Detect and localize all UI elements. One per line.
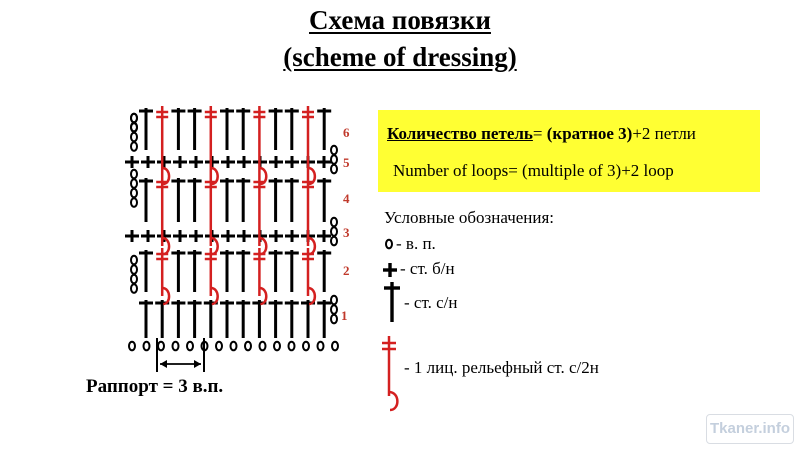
row-number-1: 1: [341, 308, 348, 323]
title-line1: Схема повязки: [309, 5, 491, 35]
loops-count-ru: [387, 124, 696, 144]
row-numbers: [341, 125, 350, 323]
turning-chain: [131, 256, 137, 265]
foundation-chain: [187, 342, 193, 351]
turning-chain: [331, 237, 337, 246]
turning-chain: [331, 305, 337, 314]
foundation-chain: [158, 342, 164, 351]
turning-chain: [131, 133, 137, 142]
legend-label-relief: - 1 лиц. рельефный ст. с/2н: [404, 358, 599, 377]
foundation-chain: [274, 342, 280, 351]
watermark: Tkaner.info: [706, 414, 794, 444]
turning-chain: [331, 218, 337, 227]
foundation-chain: [289, 342, 295, 351]
legend-symbols: [382, 240, 400, 410]
foundation-chain: [303, 342, 309, 351]
turning-chain: [331, 155, 337, 164]
loops-count-en: Number of loops= (multiple of 3)+2 loop: [393, 161, 674, 180]
turning-chain: [131, 142, 137, 151]
turning-chain: [131, 275, 137, 284]
loops-count-eq: =: [532, 124, 547, 143]
foundation-chain: [260, 342, 266, 351]
loops-count-multiple: (кратное 3): [546, 124, 633, 143]
turning-chain: [131, 114, 137, 123]
foundation-chain: [231, 342, 237, 351]
repeat-label: Раппорт = 3 в.п.: [86, 376, 224, 397]
turning-chain: [331, 296, 337, 305]
row-number-5: 5: [343, 155, 350, 170]
row-number-2: 2: [343, 263, 350, 278]
foundation-chain: [332, 342, 338, 351]
foundation-chain: [318, 342, 324, 351]
foundation-chain: [216, 342, 222, 351]
foundation-chain: [129, 342, 135, 351]
repeat-arrow-head: [160, 360, 167, 368]
turning-chain: [331, 315, 337, 324]
title-line2: (scheme of dressing): [283, 42, 517, 72]
legend-label-double: - ст. с/н: [404, 293, 458, 312]
turning-chain: [331, 146, 337, 155]
legend-heading: Условные обозначения:: [384, 208, 555, 227]
repeat-arrow-head: [194, 360, 201, 368]
row-number-3: 3: [343, 225, 350, 240]
foundation-chain: [245, 342, 251, 351]
turning-chain: [131, 179, 137, 188]
turning-chain: [131, 189, 137, 198]
stitch-grid: [125, 108, 338, 350]
legend-label-single: - ст. б/н: [400, 259, 455, 278]
loops-count-label: Количество петель: [387, 124, 533, 143]
row-number-4: 4: [343, 191, 350, 206]
row-number-6: 6: [343, 125, 350, 140]
turning-chain: [331, 165, 337, 174]
chain-loop-icon: [386, 240, 392, 249]
foundation-chain: [173, 342, 179, 351]
turning-chain: [331, 227, 337, 236]
legend-label-chain: - в. п.: [396, 234, 436, 253]
foundation-chain: [144, 342, 150, 351]
loops-count-rest: +2 петли: [632, 124, 696, 143]
turning-chain: [131, 198, 137, 207]
loops-count-box: [378, 110, 760, 192]
turning-chain: [131, 170, 137, 179]
front-post-crochet-icon-hook: [389, 392, 397, 410]
turning-chain: [131, 284, 137, 293]
turning-chain: [131, 265, 137, 274]
